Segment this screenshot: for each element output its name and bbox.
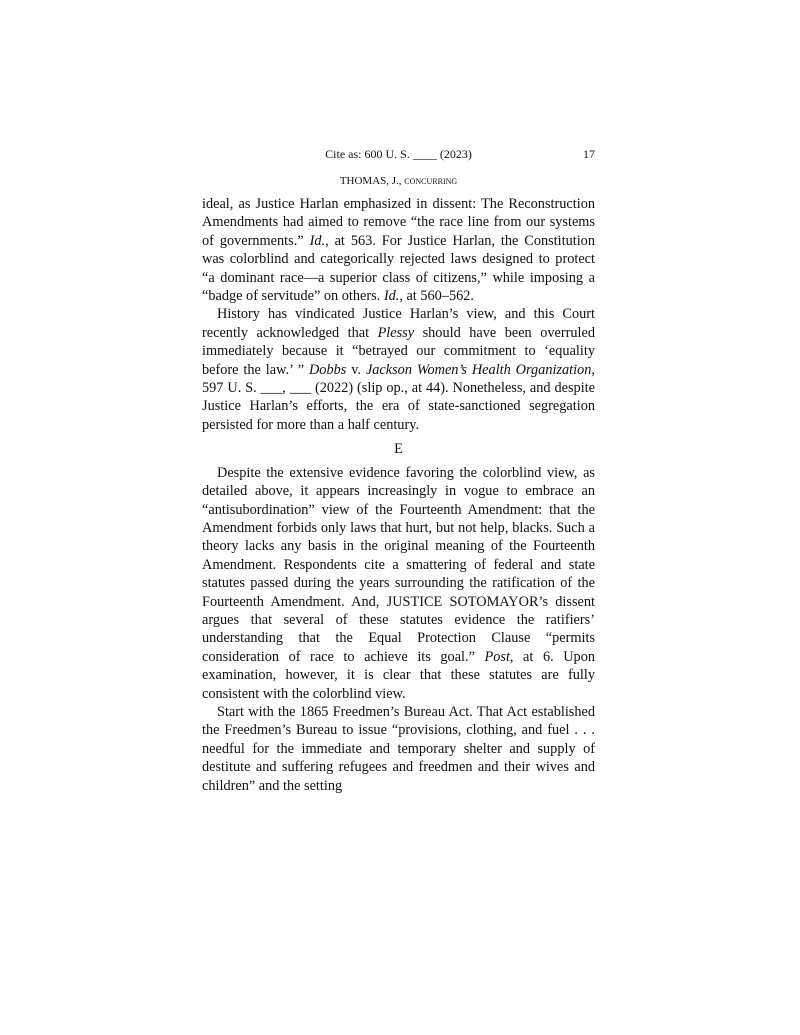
page-number: 17	[583, 147, 595, 161]
paragraph-1	[202, 195, 595, 305]
citation-id: Id.	[309, 232, 326, 249]
opinion-page	[202, 143, 595, 795]
paragraph-4	[202, 703, 595, 795]
justice-name: JUSTICE SOTOMAYOR	[386, 593, 539, 610]
text-run: v.	[346, 361, 366, 378]
text-run: , at 563. For Justice Harlan, the Constitution was colorblind and categorically rejected laws designed to protect “a dominant race—a superior class of citizens,” while imposing a “badge of servitude” on others.	[202, 232, 595, 305]
case-name: Plessy	[377, 324, 415, 341]
section-heading: E	[394, 441, 403, 458]
case-name: Jackson Women’s Health Organization	[365, 361, 592, 378]
author-heading: THOMAS, J., concurring	[339, 175, 458, 187]
citation-id: Id.	[383, 288, 400, 305]
text-run: should have been overruled immediately because it “betrayed our commitment to ‘equality before the law.’ ”	[202, 324, 595, 378]
text-run: , at 560–562.	[399, 288, 474, 305]
running-head	[202, 143, 595, 165]
text-run: ideal, as Justice Harlan emphasized in dissent: The Reconstruction Amendments had aimed to remove “the race line from our systems of governments.”	[202, 196, 595, 249]
citation-post: Post	[484, 648, 510, 665]
citation: Cite as: 600 U. S. ____ (2023)	[325, 147, 472, 161]
case-name: Dobbs	[308, 361, 347, 378]
text-run: Start with the 1865 Freedmen’s Bureau Act. That Act established the Freedmen’s Bureau to issue “provisions, clothing, and fuel . . . needful for the immediate and temporary shelter and supply of destitute and suffering refugees and freedmen and their wives and children” and the setting	[202, 703, 595, 794]
text-run: , 597 U. S. ___, ___ (2022) (slip op., at 44). Nonetheless, and despite Justice Harlan’s efforts, the era of state-sanctioned segregation persisted for more than a half century.	[202, 361, 595, 433]
text-run: History has vindicated Justice Harlan’s view, and this Court recently acknowledged that	[202, 306, 595, 341]
text-run: ’s dissent argues that several of these statutes evidence the ratifiers’ understanding that the Equal Protection Clause “permits consideration of race to achieve its goal.”	[202, 593, 596, 665]
opinion-body	[202, 195, 595, 795]
paragraph-2	[202, 305, 595, 434]
text-run: , at 6. Upon examination, however, it is clear that these statutes are fully consistent with the colorblind view.	[202, 648, 596, 702]
paragraph-3	[202, 464, 595, 703]
text-run: Despite the extensive evidence favoring the colorblind view, as detailed above, it appears increasingly in vogue to embrace an “antisubordination” view of the Fourteenth Amendment: that the Amendment forbids only laws that hurt, but not help, blacks. Such a theory lacks any basis in the original meaning of the Fourteenth Amendment. Respondents cite a smattering of federal and state statutes passed during the years surrounding the ratification of the Fourteenth Amendment. And,	[202, 464, 595, 610]
